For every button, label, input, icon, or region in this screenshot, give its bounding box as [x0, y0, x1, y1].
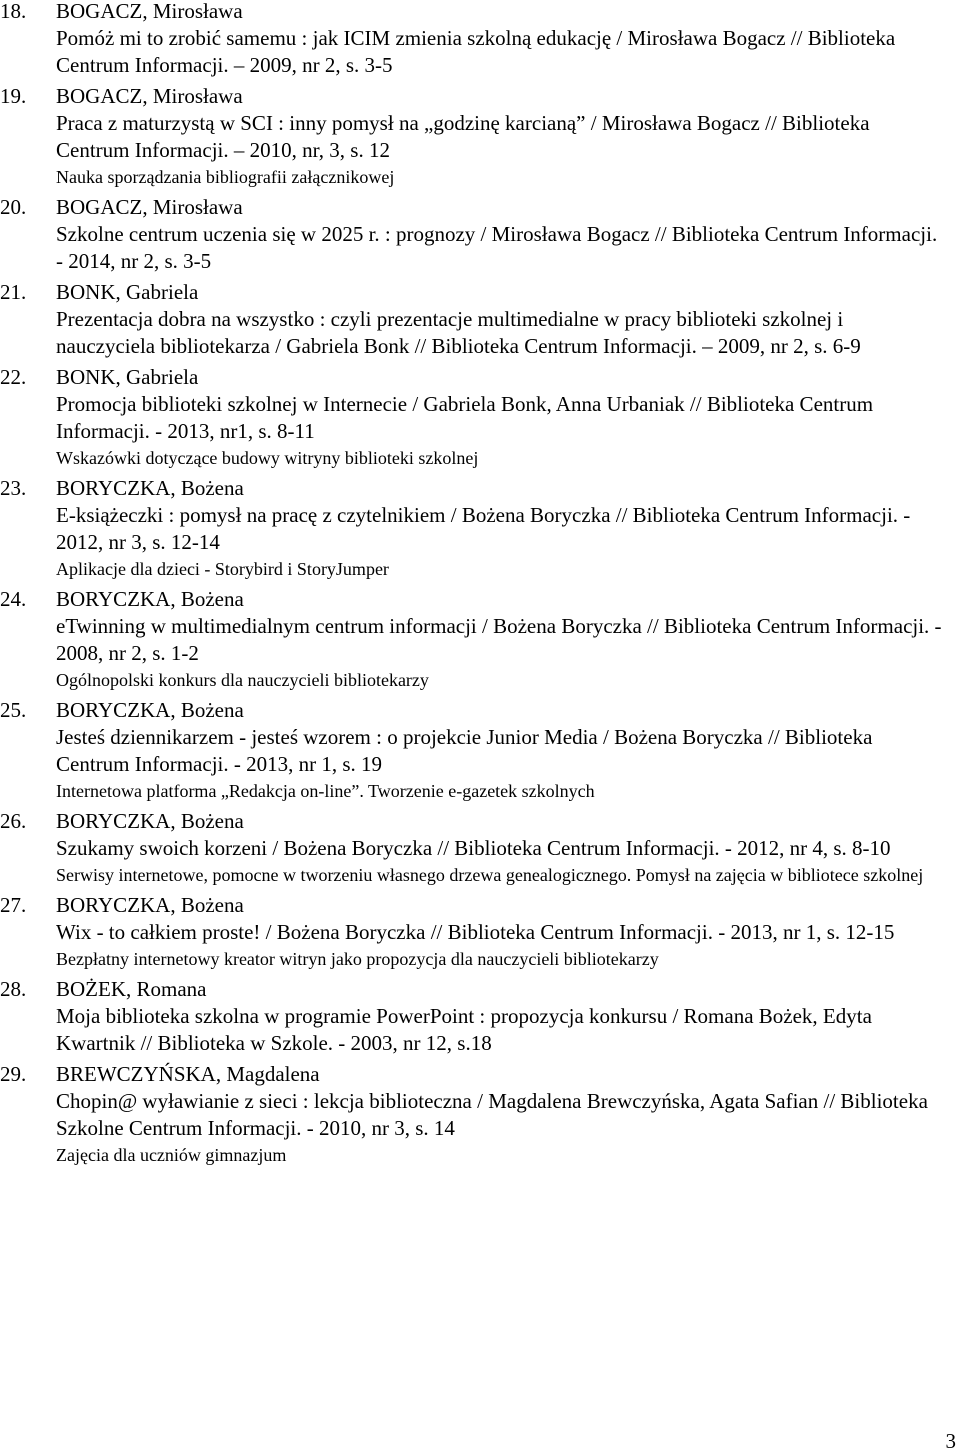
entry-citation: Szkolne centrum uczenia się w 2025 r. : prognozy / Mirosława Bogacz // Biblioteka Centrum Informacji. - 2014, nr 2, s. 3-5	[56, 222, 938, 273]
entry-number: 29.	[0, 1062, 27, 1086]
entry-author: BORYCZKA, Bożena	[56, 476, 244, 500]
entry-citation: Jesteś dziennikarzem - jesteś wzorem : o projekcie Junior Media / Bożena Boryczka // Biblioteka Centrum Informacji. - 2013, nr 1, s. 19	[56, 725, 873, 776]
bibliography-entry	[0, 1061, 960, 1168]
entry-note: Ogólnopolski konkurs dla nauczycieli bibliotekarzy	[56, 670, 429, 690]
entry-number: 27.	[0, 893, 27, 917]
entry-author: BONK, Gabriela	[56, 365, 199, 389]
bibliography-entry	[0, 697, 960, 804]
bibliography-entry	[0, 475, 960, 582]
bibliography-entry	[0, 808, 960, 888]
entry-number: 26.	[0, 809, 27, 833]
entry-author: BOGACZ, Mirosława	[56, 195, 243, 219]
entry-note: Wskazówki dotyczące budowy witryny biblioteki szkolnej	[56, 448, 479, 468]
entry-number: 18.	[0, 0, 27, 23]
entry-number: 23.	[0, 476, 27, 500]
entry-note: Zajęcia dla uczniów gimnazjum	[56, 1145, 287, 1165]
entry-author: BOŻEK, Romana	[56, 977, 207, 1001]
entry-author: BORYCZKA, Bożena	[56, 698, 244, 722]
entry-citation: Prezentacja dobra na wszystko : czyli prezentacje multimedialne w pracy biblioteki szkolnej i nauczyciela bibliotekarza / Gabriela Bonk // Biblioteka Centrum Informacji. – 2009, nr 2, s. 6-9	[56, 307, 861, 358]
entry-author: BONK, Gabriela	[56, 280, 199, 304]
bibliography-entry	[0, 976, 960, 1057]
entry-author: BORYCZKA, Bożena	[56, 893, 244, 917]
entry-number: 22.	[0, 365, 27, 389]
entry-number: 24.	[0, 587, 27, 611]
entry-note: Serwisy internetowe, pomocne w tworzeniu własnego drzewa genealogicznego. Pomysł na zajęcia w bibliotece szkolnej	[56, 865, 924, 885]
entry-note: Internetowa platforma „Redakcja on-line”. Tworzenie e-gazetek szkolnych	[56, 781, 595, 801]
entry-author: BOGACZ, Mirosława	[56, 0, 243, 23]
entry-citation: Szukamy swoich korzeni / Bożena Boryczka // Biblioteka Centrum Informacji. - 2012, nr 4, s. 8-10	[56, 836, 891, 860]
entry-citation: Promocja biblioteki szkolnej w Internecie / Gabriela Bonk, Anna Urbaniak // Biblioteka Centrum Informacji. - 2013, nr1, s. 8-11	[56, 392, 874, 443]
entry-number: 19.	[0, 84, 27, 108]
entry-author: BORYCZKA, Bożena	[56, 809, 244, 833]
entry-number: 28.	[0, 977, 27, 1001]
entry-author: BREWCZYŃSKA, Magdalena	[56, 1062, 320, 1086]
entry-note: Nauka sporządzania bibliografii załącznikowej	[56, 167, 395, 187]
entry-author: BORYCZKA, Bożena	[56, 587, 244, 611]
entry-number: 21.	[0, 280, 27, 304]
bibliography-entry	[0, 0, 960, 79]
bibliography-entry	[0, 586, 960, 693]
entry-note: Bezpłatny internetowy kreator witryn jako propozycja dla nauczycieli bibliotekarzy	[56, 949, 659, 969]
entry-number: 25.	[0, 698, 27, 722]
bibliography-entry	[0, 83, 960, 190]
entry-citation: eTwinning w multimedialnym centrum informacji / Bożena Boryczka // Biblioteka Centrum Informacji. - 2008, nr 2, s. 1-2	[56, 614, 942, 665]
bibliography-entry	[0, 364, 960, 471]
page-number: 3	[945, 1429, 956, 1453]
entry-citation: Praca z maturzystą w SCI : inny pomysł na „godzinę karcianą” / Mirosława Bogacz // Biblioteka Centrum Informacji. – 2010, nr, 3, s. 12	[56, 111, 870, 162]
entry-citation: Pomóż mi to zrobić samemu : jak ICIM zmienia szkolną edukację / Mirosława Bogacz // Biblioteka Centrum Informacji. – 2009, nr 2, s. 3-5	[56, 26, 896, 77]
entry-author: BOGACZ, Mirosława	[56, 84, 243, 108]
bibliography-entry	[0, 892, 960, 972]
entry-citation: Moja biblioteka szkolna w programie PowerPoint : propozycja konkursu / Romana Bożek, Edyta Kwartnik // Biblioteka w Szkole. - 2003, nr 12, s.18	[56, 1004, 872, 1055]
entry-number: 20.	[0, 195, 27, 219]
entry-citation: E-książeczki : pomysł na pracę z czytelnikiem / Bożena Boryczka // Biblioteka Centrum Informacji. - 2012, nr 3, s. 12-14	[56, 503, 911, 554]
entry-note: Aplikacje dla dzieci - Storybird i StoryJumper	[56, 559, 389, 579]
entry-citation: Chopin@ wyławianie z sieci : lekcja biblioteczna / Magdalena Brewczyńska, Agata Safian // Biblioteka Szkolne Centrum Informacji. - 2010, nr 3, s. 14	[56, 1089, 928, 1140]
bibliography-entry	[0, 279, 960, 360]
entry-citation: Wix - to całkiem proste! / Bożena Boryczka // Biblioteka Centrum Informacji. - 2013, nr 1, s. 12-15	[56, 920, 895, 944]
bibliography-entry	[0, 194, 960, 275]
